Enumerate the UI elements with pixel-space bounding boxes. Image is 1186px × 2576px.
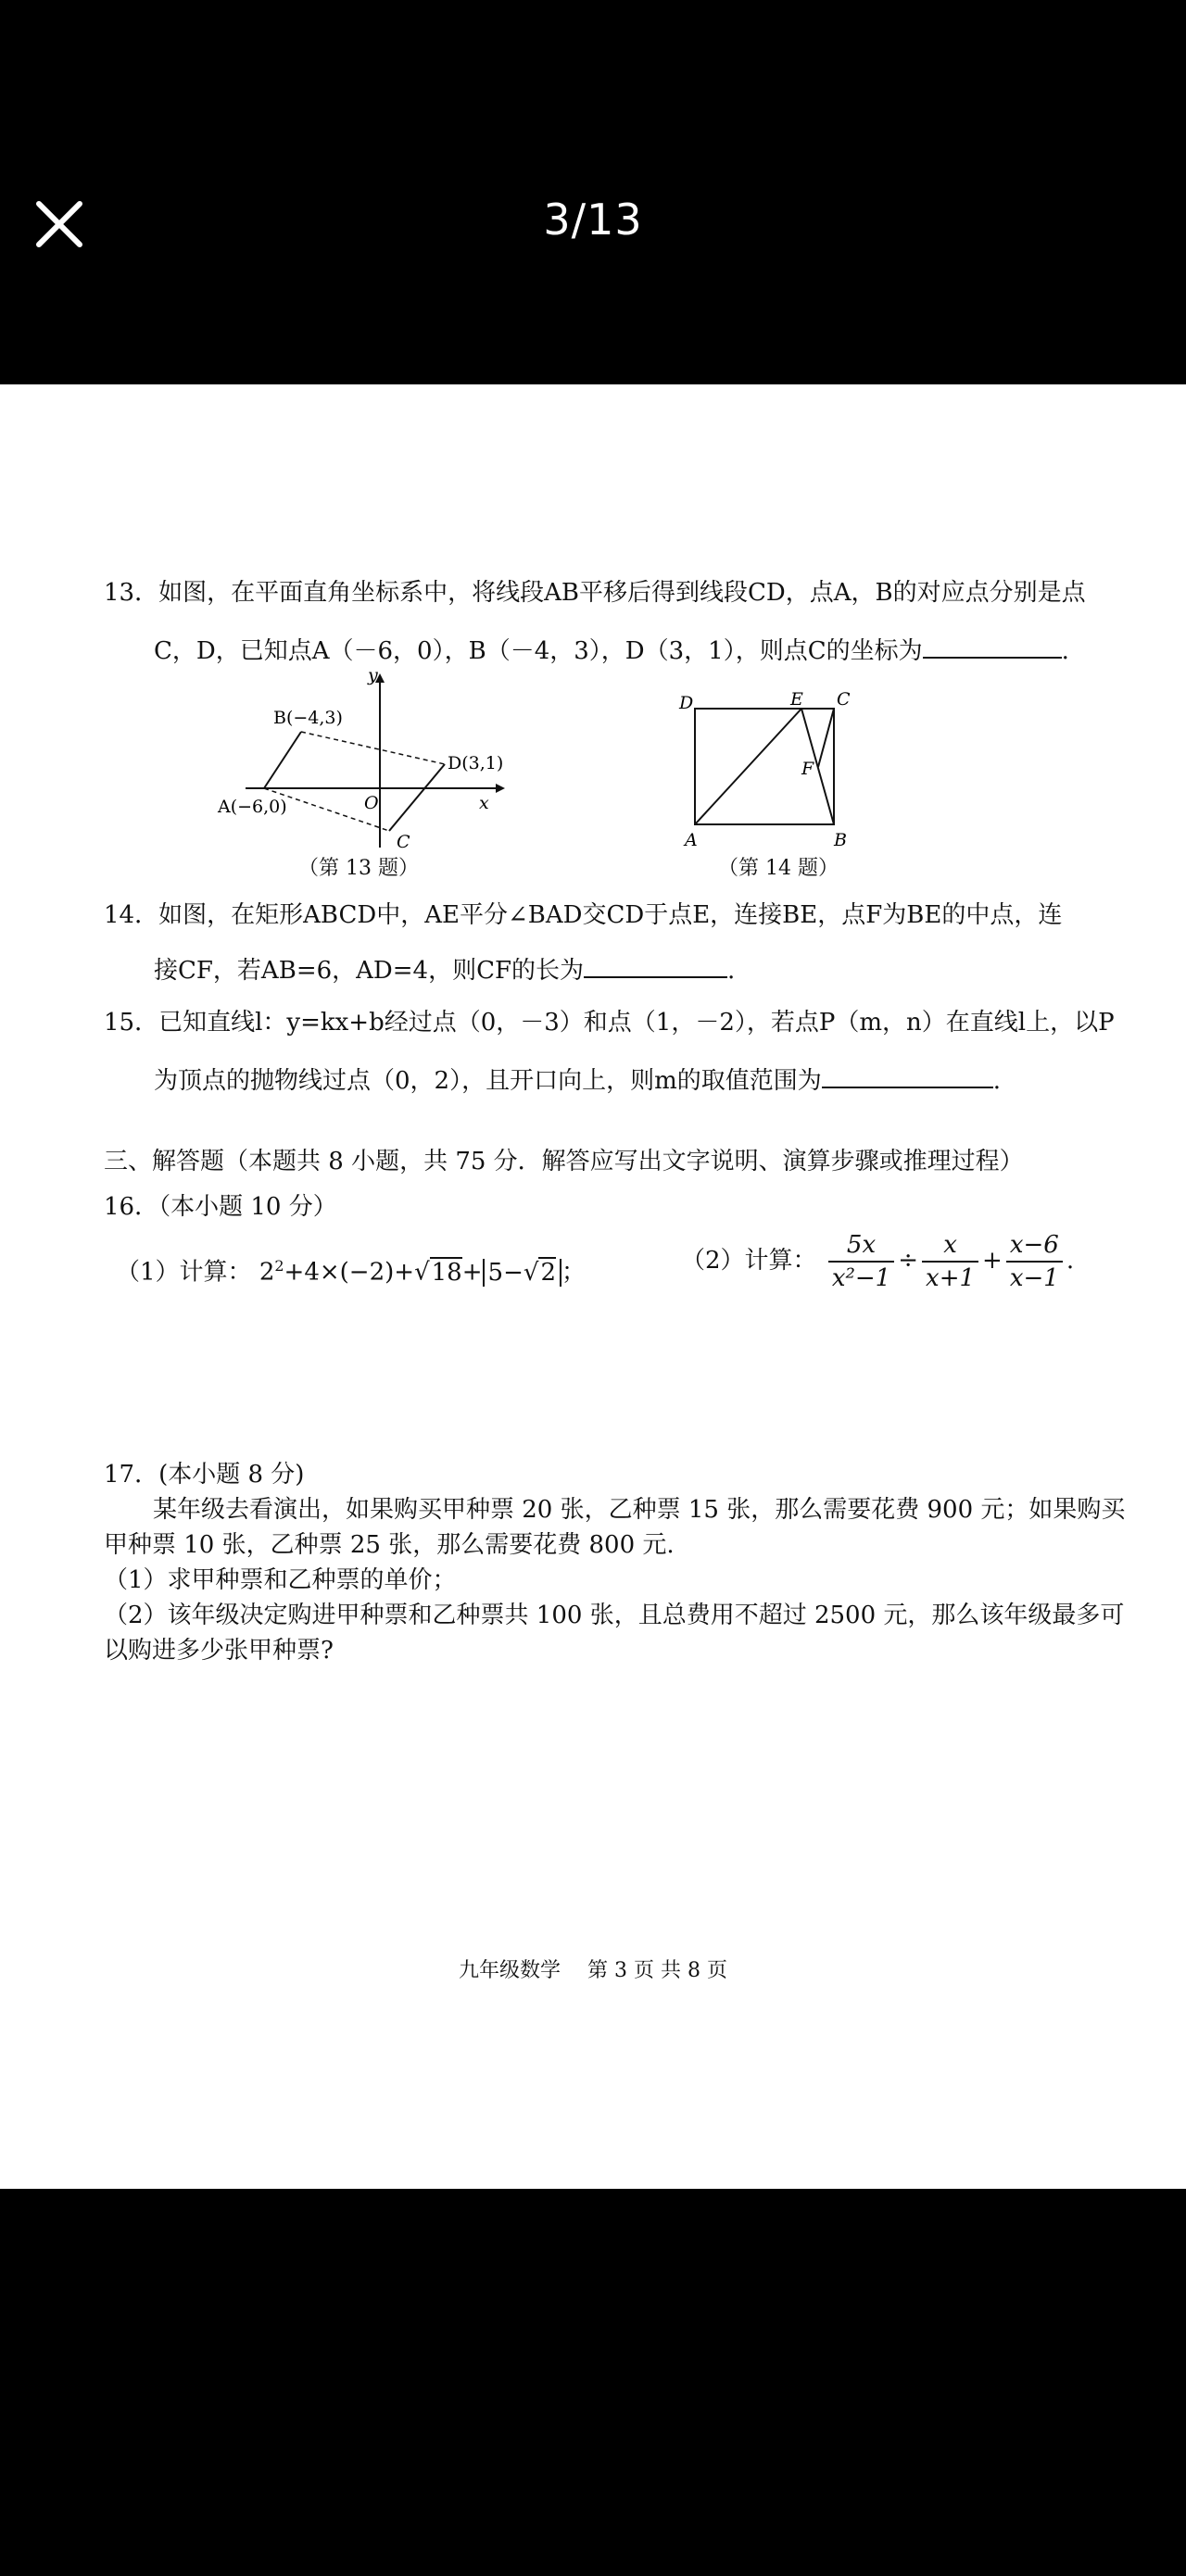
q15-line2-end: . (992, 1067, 1002, 1095)
viewer-bottom-bar (0, 2189, 1186, 2576)
q16-part2-end: . (1066, 1247, 1075, 1275)
q16-part1-plus: + (461, 1258, 483, 1287)
label-c: C (837, 690, 851, 710)
label-b: B(−4,3) (273, 708, 343, 728)
dashed-bd (301, 732, 445, 764)
q17-para2: 甲种票 10 张，乙种票 25 张，那么需要花费 800 元. (104, 1531, 675, 1559)
fraction-1-denominator: x²−1 (828, 1261, 894, 1294)
segment-ab (264, 732, 301, 788)
q17-title: 17．(本小题 8 分) (104, 1461, 305, 1489)
fraction-3 (1006, 1229, 1063, 1294)
q14-line2 (154, 952, 735, 986)
q16-part1-sqrt: 18 (431, 1258, 462, 1287)
q13-line1: 13．如图，在平面直角坐标系中，将线段AB平移后得到线段CD，点A，B的对应点分别是点 (104, 579, 1086, 607)
q14-line2-end: . (727, 957, 736, 985)
label-o: O (364, 793, 379, 813)
plus-op: + (982, 1247, 1003, 1275)
q16-part1-exponent: 2 (274, 1257, 284, 1275)
label-e: E (790, 690, 803, 710)
fraction-2-numerator: x (943, 1231, 957, 1259)
q16-part2-label: （2）计算： (681, 1247, 817, 1275)
section3-heading: 三、解答题（本题共 8 小题，共 75 分．解答应写出文字说明、演算步骤或推理过程） (104, 1148, 1024, 1175)
viewer-top-bar (0, 0, 1186, 384)
document-page[interactable] (0, 384, 1186, 2189)
segment-ae (695, 709, 801, 824)
q14-line1: 14．如图，在矩形ABCD中，AE平分∠BAD交CD于点E，连接BE，点F为BE的中点，连 (104, 901, 1063, 929)
q14-answer-blank (584, 952, 727, 978)
q16-part1 (116, 1250, 586, 1288)
q16-part1-abs-sqrt: 2 (540, 1258, 556, 1287)
label-x: x (479, 793, 489, 813)
page-counter: 3/13 (543, 195, 643, 245)
q15-line2-text: 为顶点的抛物线过点（0，2），且开口向上，则m的取值范围为 (154, 1067, 822, 1095)
q14-caption: （第 14 题） (718, 857, 839, 880)
q16-part1-abs-a: 5− (487, 1258, 524, 1287)
label-f: F (801, 759, 814, 779)
sqrt-symbol: √ (414, 1258, 430, 1287)
q15-line2 (154, 1062, 1001, 1097)
segment-cd (389, 764, 445, 831)
q13-caption: （第 13 题） (298, 857, 419, 880)
q16-title: 16．（本小题 10 分） (104, 1193, 337, 1221)
fraction-3-denominator: x−1 (1006, 1261, 1063, 1294)
fraction-1 (828, 1229, 894, 1294)
label-y: y (368, 665, 378, 685)
sqrt-symbol: √ (523, 1258, 539, 1287)
label-a: A(−6,0) (218, 797, 287, 817)
q15-answer-blank (822, 1062, 993, 1088)
q17-para1: 某年级去看演出，如果购买甲种票 20 张，乙种票 15 张，那么需要花费 900 元；如果购买 (153, 1496, 1126, 1524)
q16-part1-abs (483, 1259, 561, 1287)
q15-line1: 15．已知直线l：y=kx+b经过点（0，－3）和点（1，－2），若点P（m，n）在直线l上，以P (104, 1009, 1115, 1037)
page-footer: 九年级数学 第 3 页 共 8 页 (459, 1959, 727, 1982)
q13-figure (208, 662, 514, 861)
q17-part1: （1）求甲种票和乙种票的单价； (104, 1566, 457, 1594)
label-b: B (834, 830, 847, 850)
label-d: D(3,1) (448, 753, 504, 773)
label-d: D (679, 693, 694, 713)
fraction-1-numerator: 5x (846, 1231, 877, 1259)
q16-part1-base: 2 (259, 1258, 275, 1287)
x-axis-arrow (496, 784, 505, 793)
q14-line2-text: 接CF，若AB=6，AD=4，则CF的长为 (154, 957, 585, 985)
segment-cf (818, 709, 834, 767)
q13-line2-text: C，D，已知点A（－6，0），B（－4，3），D（3，1），则点C的坐标为 (154, 637, 923, 665)
divide-op: ÷ (898, 1247, 919, 1275)
fraction-3-numerator: x−6 (1009, 1231, 1059, 1259)
q13-line2-end: . (1061, 637, 1069, 665)
fraction-2-denominator: x+1 (922, 1261, 978, 1294)
q16-part1-end: ； (561, 1258, 586, 1287)
q17-part2: （2）该年级决定购进甲种票和乙种票共 100 张，且总费用不超过 2500 元，那么该年级最多可 (104, 1602, 1125, 1629)
label-a: A (685, 830, 698, 850)
q16-part1-mid: +4×(−2)+ (284, 1258, 415, 1287)
q17-part2-cont: 以购进多少张甲种票? (104, 1637, 334, 1665)
q14-figure (672, 690, 866, 857)
q16-part2 (681, 1229, 1074, 1294)
q13-answer-blank (923, 633, 1062, 659)
q16-part1-label: （1）计算： (116, 1258, 252, 1287)
fraction-2 (922, 1229, 978, 1294)
label-c: C (397, 832, 410, 852)
